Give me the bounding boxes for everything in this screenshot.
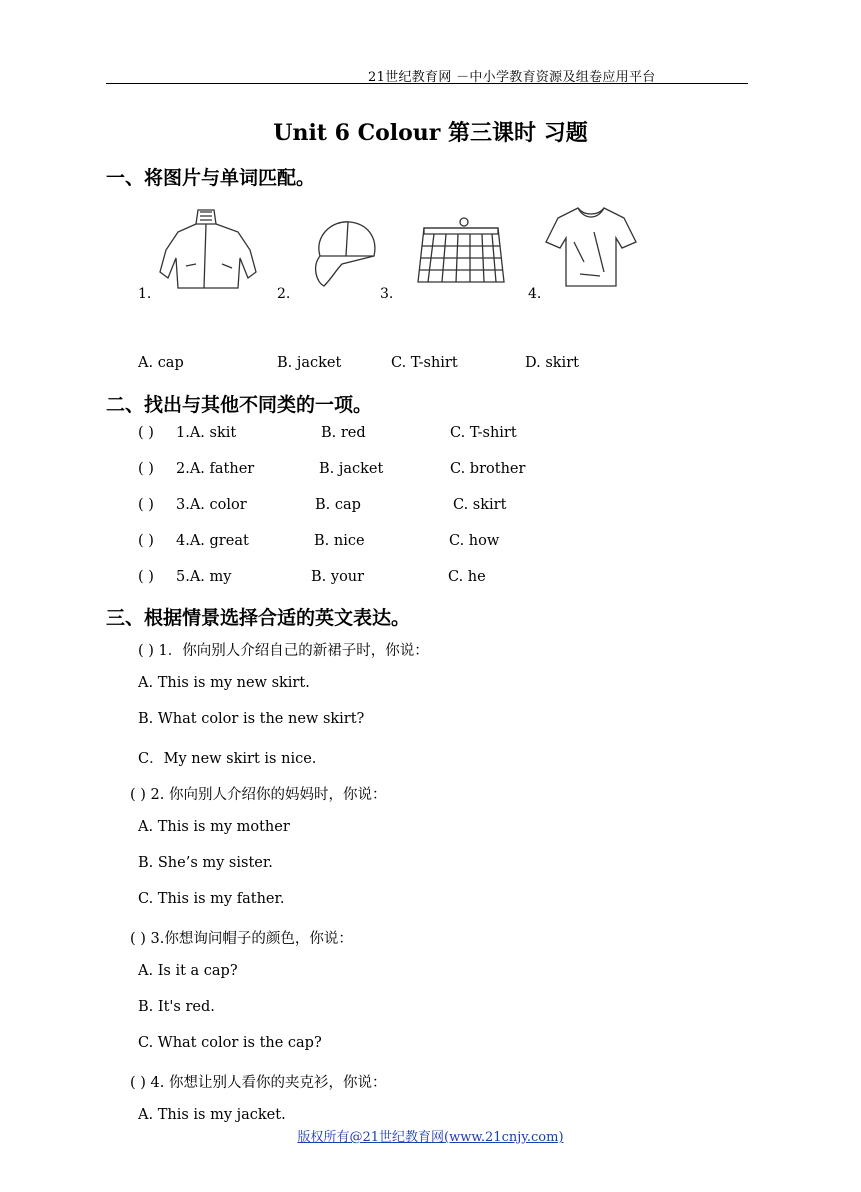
option-c: C. he [448, 569, 486, 585]
picture-number: 1. [138, 286, 152, 302]
page-title: Unit 6 Colour 第三课时 习题 [273, 120, 588, 146]
question-option: B. What color is the new skirt? [138, 711, 365, 727]
answer-bracket[interactable]: ( ) [138, 569, 154, 585]
picture-number: 3. [380, 286, 394, 302]
match-option: C. T-shirt [391, 355, 458, 371]
question-option: A. This is my new skirt. [138, 675, 310, 691]
cap-picture [302, 216, 380, 290]
picture-number: 4. [528, 286, 542, 302]
option-a: 5.A. my [176, 569, 232, 585]
question-option: B. She’s my sister. [138, 855, 273, 871]
question-option: C．My new skirt is nice. [138, 751, 317, 767]
footer-copyright-link[interactable]: 版权所有@21世纪教育网(www.21cnjy.com) [297, 1130, 564, 1145]
answer-bracket[interactable]: ( ) [138, 497, 154, 513]
option-b: B. cap [315, 497, 361, 513]
option-c: C. how [449, 533, 500, 549]
option-a: 2.A. father [176, 461, 255, 477]
option-a: 3.A. color [176, 497, 247, 513]
question-option: A. Is it a cap? [138, 963, 238, 979]
answer-bracket[interactable]: ( ) [138, 533, 154, 549]
option-c: C. skirt [453, 497, 507, 513]
question-stem: ( ) 4. 你想让别人看你的夹克衫，你说： [130, 1075, 387, 1091]
match-option: D. skirt [525, 355, 579, 371]
skirt-picture [414, 212, 508, 294]
question-option: B. It's red. [138, 999, 215, 1015]
section3-heading: 三、根据情景选择合适的英文表达。 [106, 607, 411, 629]
section1-heading: 一、将图片与单词匹配。 [106, 167, 316, 189]
question-stem: ( ) 3.你想询问帽子的颜色，你说： [130, 931, 353, 947]
option-c: C. T-shirt [450, 425, 517, 441]
option-b: B. red [321, 425, 366, 441]
match-option: A. cap [138, 355, 184, 371]
header-rule [106, 83, 748, 84]
answer-bracket[interactable]: ( ) [138, 461, 154, 477]
match-option: B. jacket [277, 355, 342, 371]
answer-bracket[interactable]: ( ) [138, 425, 154, 441]
option-b: B. jacket [319, 461, 384, 477]
option-a: 4.A. great [176, 533, 249, 549]
question-option: C. What color is the cap? [138, 1035, 322, 1051]
header-site: 21世纪教育网 －中小学教育资源及组卷应用平台 [368, 70, 656, 85]
picture-number: 2. [277, 286, 291, 302]
question-option: C. This is my father. [138, 891, 285, 907]
tshirt-picture [544, 202, 638, 292]
question-option: A. This is my mother [138, 819, 290, 835]
question-stem: ( ) 2. 你向别人介绍你的妈妈时，你说： [130, 787, 387, 803]
question-stem: ( ) 1．你向别人介绍自己的新裙子时，你说： [138, 643, 429, 659]
option-b: B. your [311, 569, 365, 585]
option-a: 1.A. skit [176, 425, 237, 441]
question-option: A. This is my jacket. [138, 1107, 286, 1123]
section2-heading: 二、找出与其他不同类的一项。 [106, 394, 373, 416]
option-b: B. nice [314, 533, 365, 549]
jacket-picture [156, 206, 260, 296]
option-c: C. brother [450, 461, 526, 477]
